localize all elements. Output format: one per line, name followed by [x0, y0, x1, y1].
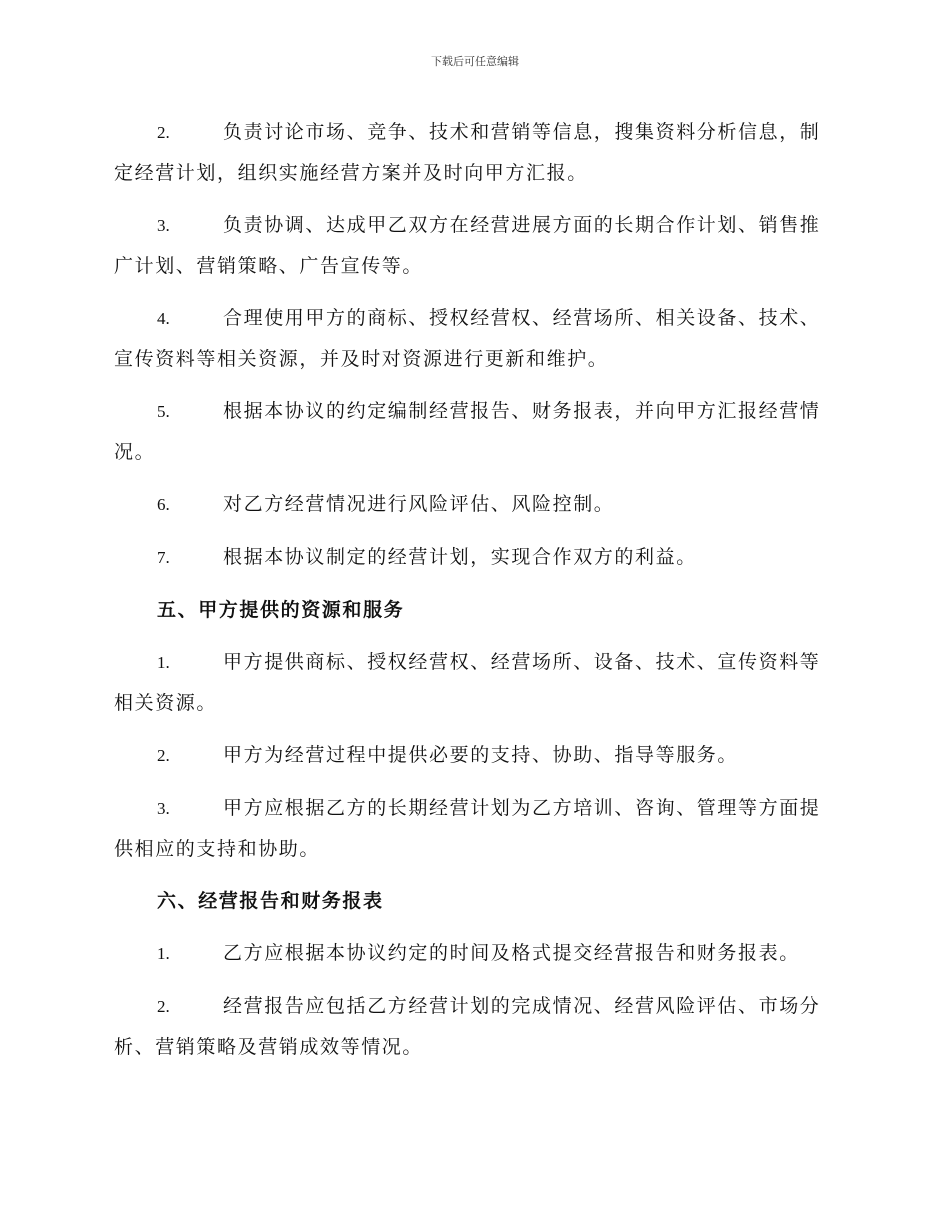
list-item-text: 对乙方经营情况进行风险评估、风险控制。: [223, 493, 615, 515]
list-item-number: 4.: [157, 309, 170, 328]
list-item-number: 5.: [157, 402, 170, 421]
document-body: [114, 112, 830, 1079]
list-item: [114, 933, 830, 974]
list-item-number: 2.: [157, 746, 170, 765]
list-item: [114, 391, 830, 472]
list-item-number: 3.: [157, 216, 170, 235]
list-item-number: 7.: [157, 548, 170, 567]
list-item-text: 经营报告应包括乙方经营计划的完成情况、经营风险评估、市场分析、营销策略及营销成效等情况。: [114, 995, 821, 1058]
list-item: [114, 112, 830, 193]
list-item: [114, 205, 830, 286]
list-item-text: 甲方应根据乙方的长期经营计划为乙方培训、咨询、管理等方面提供相应的支持和协助。: [114, 797, 821, 860]
list-item-number: 2.: [157, 123, 170, 142]
list-item: [114, 484, 830, 525]
list-item-text: 乙方应根据本协议约定的时间及格式提交经营报告和财务报表。: [223, 942, 800, 964]
page-header: 下载后可任意编辑: [431, 55, 519, 68]
list-item: [114, 986, 830, 1067]
section-heading: 五、甲方提供的资源和服务: [157, 599, 405, 621]
list-item-number: 3.: [157, 799, 170, 818]
list-item-number: 2.: [157, 997, 170, 1016]
list-item-text: 甲方为经营过程中提供必要的支持、协助、指导等服务。: [223, 744, 739, 766]
list-item-text: 负责讨论市场、竞争、技术和营销等信息，搜集资料分析信息，制定经营计划，组织实施经营方案并及时向甲方汇报。: [114, 121, 821, 184]
list-item-text: 合理使用甲方的商标、授权经营权、经营场所、相关设备、技术、宣传资料等相关资源，并及时对资源进行更新和维护。: [114, 307, 821, 370]
list-item-number: 6.: [157, 495, 170, 514]
list-item-number: 1.: [157, 653, 170, 672]
list-item-text: 根据本协议制定的经营计划，实现合作双方的利益。: [223, 546, 697, 568]
list-item-text: 根据本协议的约定编制经营报告、财务报表，并向甲方汇报经营情况。: [114, 400, 821, 463]
list-item-text: 甲方提供商标、授权经营权、经营场所、设备、技术、宣传资料等相关资源。: [114, 651, 821, 714]
list-item: [114, 537, 830, 578]
list-item-text: 负责协调、达成甲乙双方在经营进展方面的长期合作计划、销售推广计划、营销策略、广告宣传等。: [114, 214, 821, 277]
list-item: [114, 788, 830, 869]
list-item: [114, 735, 830, 776]
list-item: [114, 298, 830, 379]
list-item: [114, 642, 830, 723]
section-heading: 六、经营报告和财务报表: [157, 890, 384, 912]
list-item-number: 1.: [157, 944, 170, 963]
